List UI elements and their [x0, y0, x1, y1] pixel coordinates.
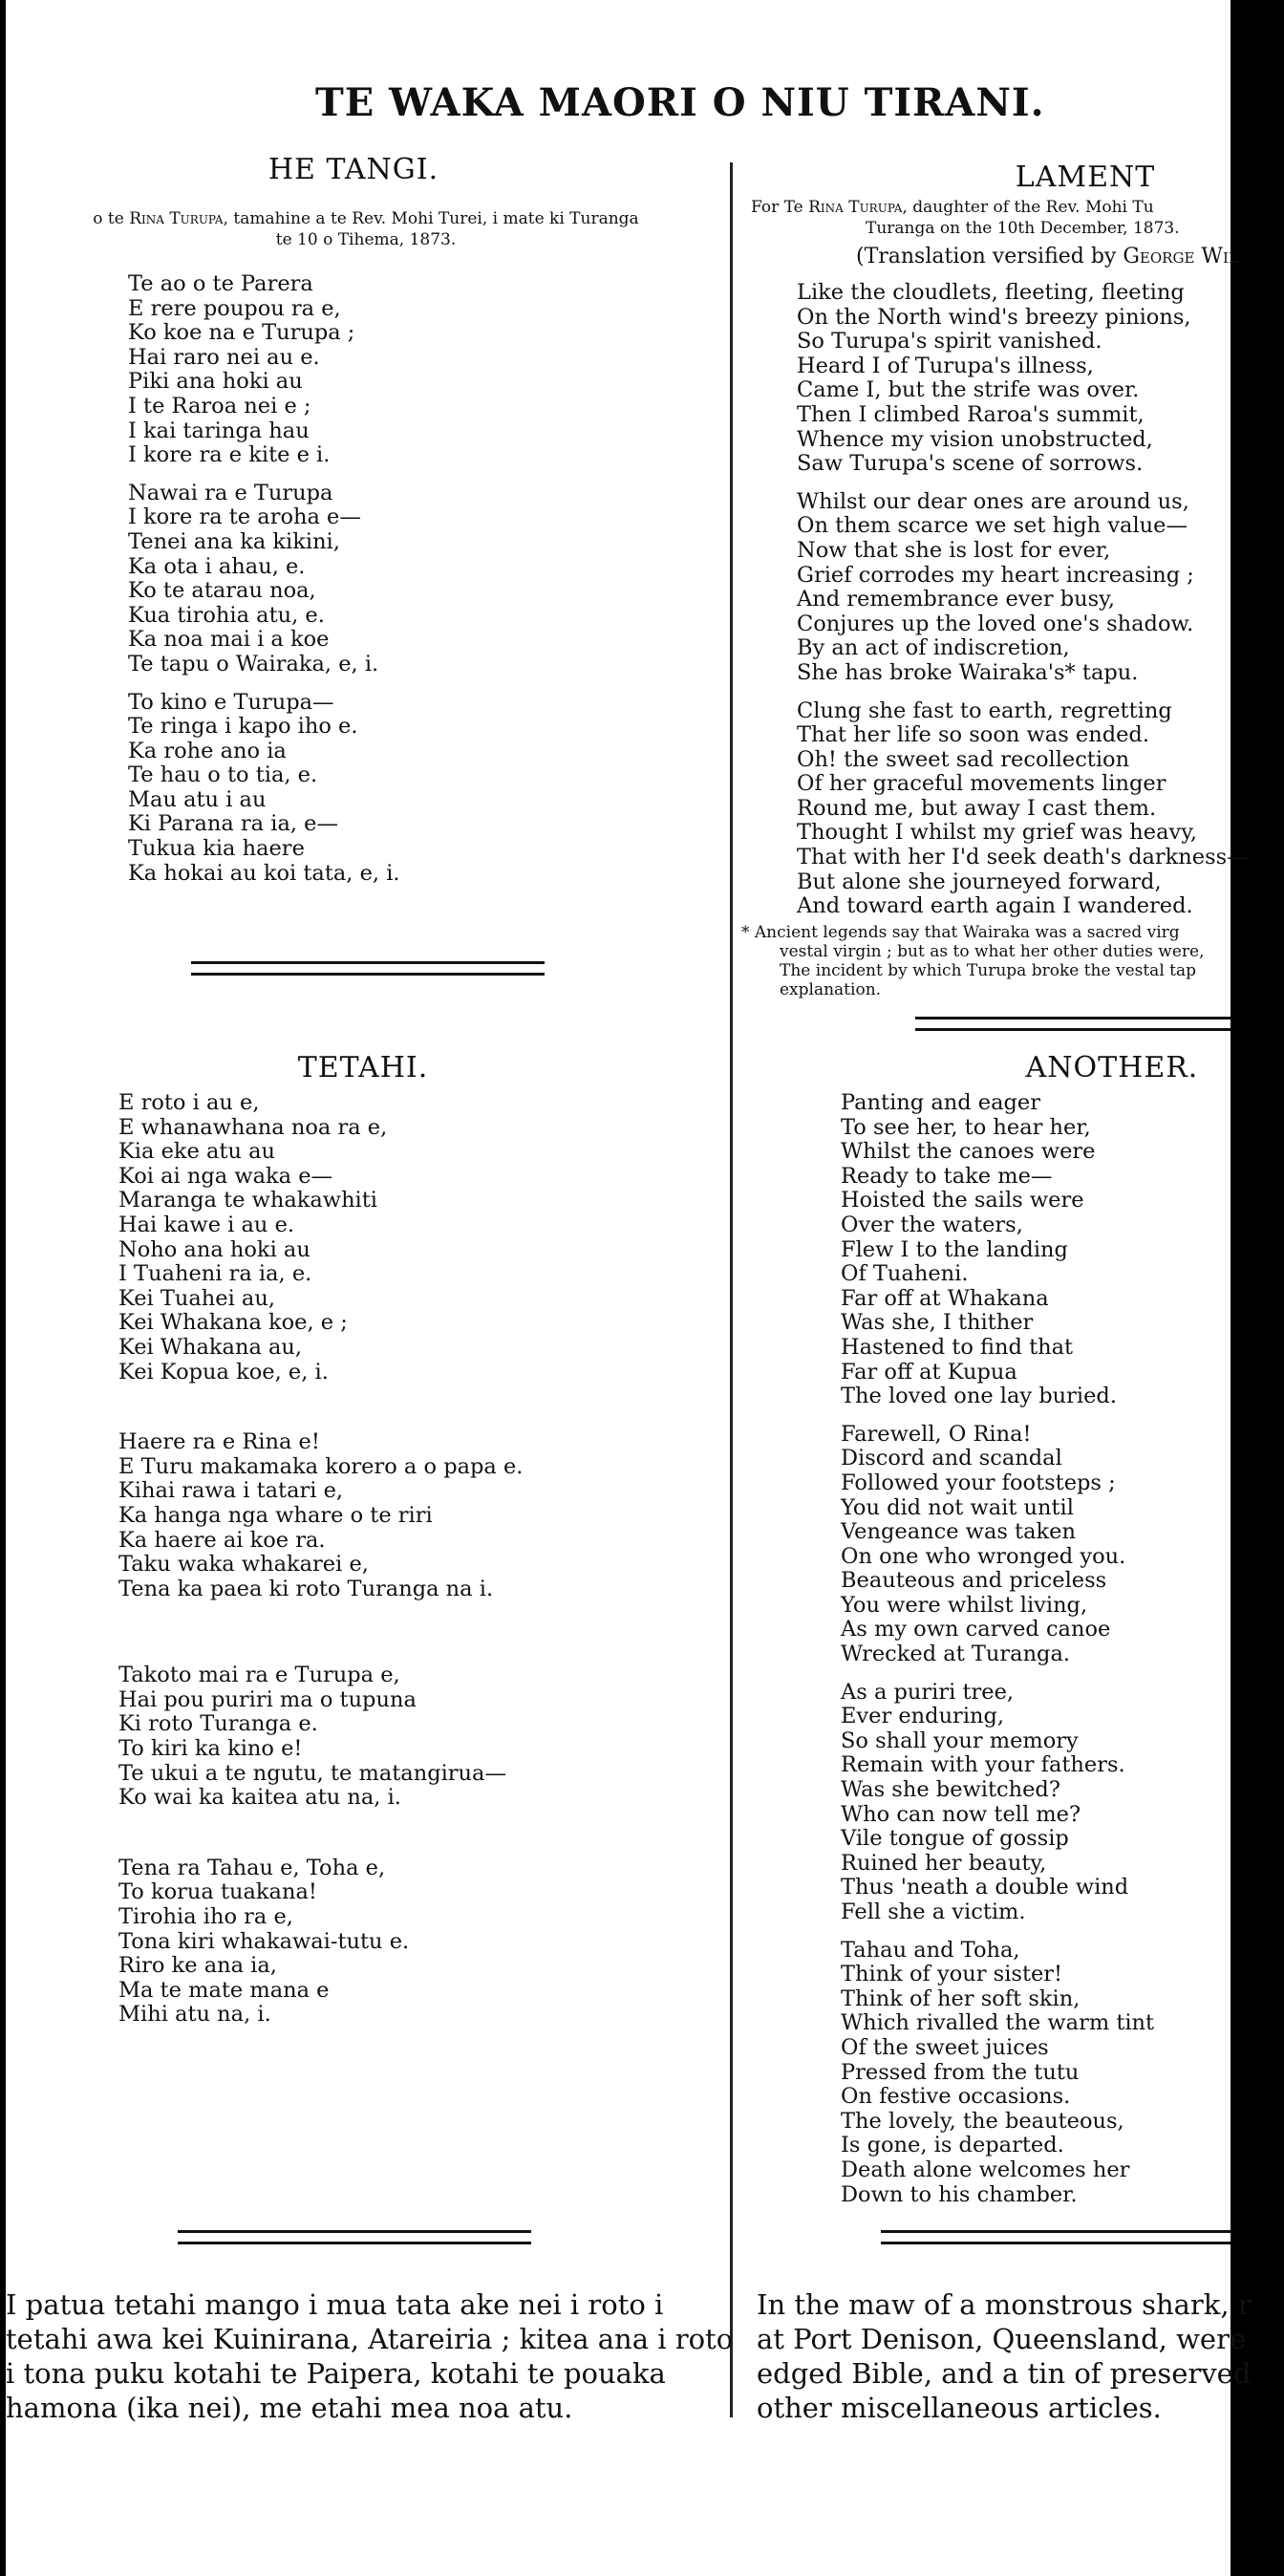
verse-line: I te Raroa nei e ;: [128, 393, 311, 419]
stanza-gap: [841, 1667, 1154, 1681]
verse-line: Followed your footsteps ;: [841, 1470, 1116, 1495]
verse-line: Maranga te whakawhiti: [118, 1188, 377, 1213]
text-line: The incident by which Turupa broke the vestal tap: [780, 961, 1197, 980]
verse-line: Riro ke ana ia,: [118, 1953, 277, 1979]
verse-line: Nawai ra e Turupa: [128, 480, 333, 505]
verse-line: On them scarce we set high value—: [797, 513, 1188, 539]
verse-line: That with her I'd seek death's darkness—: [797, 845, 1249, 870]
verse-line: Ko te atarau noa,: [128, 578, 316, 604]
verse-line: Far off at Kupua: [841, 1359, 1017, 1385]
verse-line: Te ringa i kapo iho e.: [128, 714, 358, 740]
stanza-gap: [118, 1385, 523, 1430]
verse-line: Ki Parana ra ia, e—: [128, 811, 338, 837]
text-line: at Port Denison, Queensland, were: [757, 2323, 1247, 2355]
verse-line: Think of your sister!: [841, 1962, 1063, 1987]
verse-line: To see her, to hear her,: [841, 1114, 1091, 1140]
verse-line: Of Tuaheni.: [841, 1261, 969, 1287]
verse-line: As a puriri tree,: [841, 1679, 1015, 1705]
verse-line: Tahau and Toha,: [841, 1937, 1020, 1963]
verse-line: Hastened to find that: [841, 1334, 1074, 1360]
verse-line: Tona kiri whakawai-tutu e.: [118, 1928, 410, 1954]
verse-line: So Turupa's spirit vanished.: [797, 329, 1102, 354]
verse-line: You did not wait until: [841, 1494, 1074, 1520]
lament-heading: LAMENT: [1015, 161, 1156, 194]
he-tangi-dedication: o te Rina Turupa, tamahine a te Rev. Mohi Turei, i mate ki Turanga te 10 o Tihema, 1873.: [93, 209, 639, 249]
verse-line: Te ao o te Parera: [128, 271, 313, 296]
verse-line: Vile tongue of gossip: [841, 1826, 1069, 1852]
text-line: In the maw of a monstrous shark, r: [757, 2288, 1252, 2321]
verse-line: Takoto mai ra e Turupa e,: [118, 1663, 400, 1688]
text-line: other miscellaneous articles.: [757, 2392, 1162, 2424]
tetahi-verse: [118, 1091, 523, 2028]
column-divider: [730, 162, 733, 2417]
verse-line: Piki ana hoki au: [128, 369, 303, 395]
dedication-name: Rina Turupa: [129, 209, 224, 228]
verse-line: Was she bewitched?: [841, 1777, 1060, 1803]
verse-line: Tenei ana ka kikini,: [128, 528, 340, 554]
lament-dedication: For Te Rina Turupa, daughter of the Rev. Mohi Tu Turanga on the 10th December, 1873.: [751, 198, 1180, 238]
verse-line: By an act of indiscretion,: [797, 635, 1070, 661]
verse-line: Kua tirohia atu, e.: [128, 602, 325, 628]
verse-line: She has broke Wairaka's* tapu.: [797, 659, 1139, 685]
verse-line: Kei Tuahei au,: [118, 1285, 275, 1311]
stanza-gap: [841, 1409, 1154, 1423]
verse-line: Was she, I thither: [841, 1310, 1034, 1336]
verse-line: Te tapu o Wairaka, e, i.: [128, 651, 379, 676]
verse-line: But alone she journeyed forward,: [797, 869, 1162, 894]
verse-line: Hoisted the sails were: [841, 1188, 1084, 1213]
stanza-gap: [128, 677, 400, 691]
section-double-rule: [915, 1017, 1230, 1031]
text-line: i tona puku kotahi te Paipera, kotahi te pouaka: [6, 2357, 666, 2390]
verse-line: Over the waters,: [841, 1212, 1023, 1237]
stanza-gap: [841, 1925, 1154, 1939]
verse-line: Ka ota i ahau, e.: [128, 553, 306, 579]
verse-line: Like the cloudlets, fleeting, fleeting: [797, 280, 1185, 305]
verse-line: Tena ka paea ki roto Turanga na i.: [118, 1576, 494, 1601]
verse-line: Panting and eager: [841, 1090, 1040, 1115]
verse-line: Think of her soft skin,: [841, 1986, 1081, 2011]
verse-line: Haere ra e Rina e!: [118, 1429, 320, 1455]
verse-line: Noho ana hoki au: [118, 1236, 310, 1262]
verse-line: Tirohia iho ra e,: [118, 1904, 293, 1930]
verse-line: The lovely, the beauteous,: [841, 2108, 1124, 2134]
verse-line: Mihi atu na, i.: [118, 2002, 271, 2028]
he-tangi-verse: [128, 272, 400, 886]
text-line: explanation.: [780, 980, 882, 999]
verse-line: On the North wind's breezy pinions,: [797, 304, 1191, 330]
verse-line: Kia eke atu au: [118, 1139, 275, 1165]
stanza-gap: [797, 477, 1249, 490]
verse-line: I kore ra e kite e i.: [128, 442, 331, 468]
verse-line: Ruined her beauty,: [841, 1850, 1047, 1876]
text-line: edged Bible, and a tin of preserved: [757, 2357, 1252, 2390]
verse-line: To kiri ka kino e!: [118, 1736, 303, 1762]
verse-line: As my own carved canoe: [841, 1617, 1111, 1642]
verse-line: Whilst our dear ones are around us,: [797, 488, 1189, 514]
verse-line: So shall your memory: [841, 1728, 1079, 1753]
section-double-rule: [178, 2230, 531, 2244]
verse-line: E whanawhana noa ra e,: [118, 1114, 388, 1140]
verse-line: Saw Turupa's scene of sorrows.: [797, 451, 1144, 477]
verse-line: Ka noa mai i a koe: [128, 627, 330, 653]
verse-line: E Turu makamaka korero a o papa e.: [118, 1453, 524, 1479]
verse-line: E roto i au e,: [118, 1090, 260, 1115]
tetahi-heading: TETAHI.: [297, 1051, 429, 1084]
verse-line: Down to his chamber.: [841, 2181, 1078, 2207]
verse-line: Kihai rawa i tatari e,: [118, 1478, 344, 1504]
verse-line: Vengeance was taken: [841, 1519, 1076, 1545]
verse-line: Oh! the sweet sad recollection: [797, 746, 1130, 772]
verse-line: Te hau o to tia, e.: [128, 762, 318, 788]
verse-line: I Tuaheni ra ia, e.: [118, 1261, 312, 1287]
stanza-gap: [128, 468, 400, 482]
verse-line: Thus 'neath a double wind: [841, 1875, 1129, 1900]
verse-line: Beauteous and priceless: [841, 1568, 1107, 1594]
text-line: I patua tetahi mango i mua tata ake nei i roto i: [6, 2288, 664, 2321]
verse-line: Farewell, O Rina!: [841, 1421, 1032, 1447]
page-title: TE WAKA MAORI O NIU TIRANI.: [315, 80, 1045, 125]
text-line: * Ancient legends say that Wairaka was a sacred virg: [741, 923, 1180, 942]
verse-line: I kai taringa hau: [128, 418, 310, 443]
verse-line: On one who wronged you.: [841, 1543, 1126, 1569]
verse-line: Whence my vision unobstructed,: [797, 426, 1153, 452]
verse-line: Wrecked at Turanga.: [841, 1642, 1071, 1667]
verse-line: Hai pou puriri ma o tupuna: [118, 1686, 417, 1712]
verse-line: Pressed from the tutu: [841, 2059, 1080, 2085]
lament-verse: [797, 281, 1249, 919]
verse-line: E rere poupou ra e,: [128, 295, 341, 321]
verse-line: Te ukui a te ngutu, te matangirua—: [118, 1760, 506, 1786]
verse-line: Of the sweet juices: [841, 2034, 1049, 2060]
verse-line: Ka hanga nga whare o te riri: [118, 1502, 433, 1528]
verse-line: Kei Kopua koe, e, i.: [118, 1359, 329, 1385]
text-line: tetahi awa kei Kuinirana, Atareiria ; kitea ana i roto: [6, 2323, 734, 2355]
verse-line: Flew I to the landing: [841, 1236, 1068, 1262]
verse-line: Ready to take me—: [841, 1163, 1053, 1189]
verse-line: Ko wai ka kaitea atu na, i.: [118, 1785, 401, 1811]
verse-line: Kei Whakana koe, e ;: [118, 1310, 348, 1336]
verse-line: Then I climbed Raroa's summit,: [797, 401, 1145, 427]
verse-line: Tukua kia haere: [128, 836, 305, 862]
stanza-gap: [118, 1601, 523, 1664]
verse-line: Grief corrodes my heart increasing ;: [797, 562, 1194, 588]
verse-line: Ka hokai au koi tata, e, i.: [128, 860, 400, 886]
dedication-name: Rina Turupa: [808, 198, 903, 217]
verse-line: Tena ra Tahau e, Toha e,: [118, 1855, 386, 1880]
verse-line: And toward earth again I wandered.: [797, 893, 1193, 919]
verse-line: Round me, but away I cast them.: [797, 795, 1157, 821]
text-line: vestal virgin ; but as to what her other duties were,: [780, 942, 1205, 961]
verse-line: Whilst the canoes were: [841, 1139, 1096, 1165]
verse-line: Ma te mate mana e: [118, 1977, 330, 2003]
verse-line: Who can now tell me?: [841, 1801, 1081, 1827]
stanza-gap: [797, 686, 1249, 699]
verse-line: Ever enduring,: [841, 1704, 1005, 1729]
verse-line: Ki roto Turanga e.: [118, 1711, 318, 1737]
section-double-rule: [881, 2230, 1230, 2244]
verse-line: The loved one lay buried.: [841, 1384, 1117, 1409]
verse-line: Mau atu i au: [128, 786, 267, 812]
verse-line: Of her graceful movements linger: [797, 771, 1166, 797]
verse-line: To kino e Turupa—: [128, 689, 334, 715]
verse-line: And remembrance ever busy,: [797, 587, 1116, 612]
verse-line: Is gone, is departed.: [841, 2133, 1064, 2158]
verse-line: Koi ai nga waka e—: [118, 1163, 333, 1189]
verse-line: Death alone welcomes her: [841, 2157, 1130, 2182]
verse-line: Fell she a victim.: [841, 1900, 1026, 1924]
verse-line: Clung she fast to earth, regretting: [797, 698, 1172, 723]
verse-line: Hai raro nei au e.: [128, 344, 320, 370]
lament-footnote: [741, 923, 1204, 999]
stanza-gap: [118, 1811, 523, 1857]
verse-line: Ka haere ai koe ra.: [118, 1527, 326, 1553]
another-verse: [841, 1091, 1154, 2207]
text-line: hamona (ika nei), me etahi mea noa atu.: [6, 2392, 573, 2424]
verse-line: Ko koe na e Turupa ;: [128, 320, 355, 346]
verse-line: Conjures up the loved one's shadow.: [797, 611, 1194, 636]
verse-line: Thought I whilst my grief was heavy,: [797, 820, 1198, 846]
verse-line: Kei Whakana au,: [118, 1334, 303, 1360]
shark-paragraph-english: [757, 2287, 1252, 2425]
translation-credit: (Translation versified by George Wil: [856, 245, 1238, 268]
verse-line: You were whilst living,: [841, 1592, 1088, 1618]
scan-left-edge: [0, 0, 6, 2576]
verse-line: Discord and scandal: [841, 1446, 1062, 1471]
verse-line: That her life so soon was ended.: [797, 722, 1149, 748]
verse-line: Hai kawe i au e.: [118, 1212, 295, 1237]
shark-paragraph-maori: [6, 2287, 733, 2425]
verse-line: Came I, but the strife was over.: [797, 377, 1140, 403]
verse-line: Now that she is lost for ever,: [797, 537, 1111, 563]
verse-line: Remain with your fathers.: [841, 1752, 1125, 1778]
verse-line: Which rivalled the warm tint: [841, 2010, 1155, 2036]
verse-line: Heard I of Turupa's illness,: [797, 353, 1094, 378]
verse-line: To korua tuakana!: [118, 1879, 317, 1905]
verse-line: Taku waka whakarei e,: [118, 1552, 369, 1578]
verse-line: Far off at Whakana: [841, 1285, 1049, 1311]
verse-line: On festive occasions.: [841, 2084, 1071, 2110]
section-double-rule: [191, 961, 545, 976]
another-heading: ANOTHER.: [1025, 1051, 1199, 1084]
he-tangi-heading: HE TANGI.: [268, 153, 439, 186]
verse-line: Ka rohe ano ia: [128, 738, 287, 763]
verse-line: I kore ra te aroha e—: [128, 504, 361, 530]
